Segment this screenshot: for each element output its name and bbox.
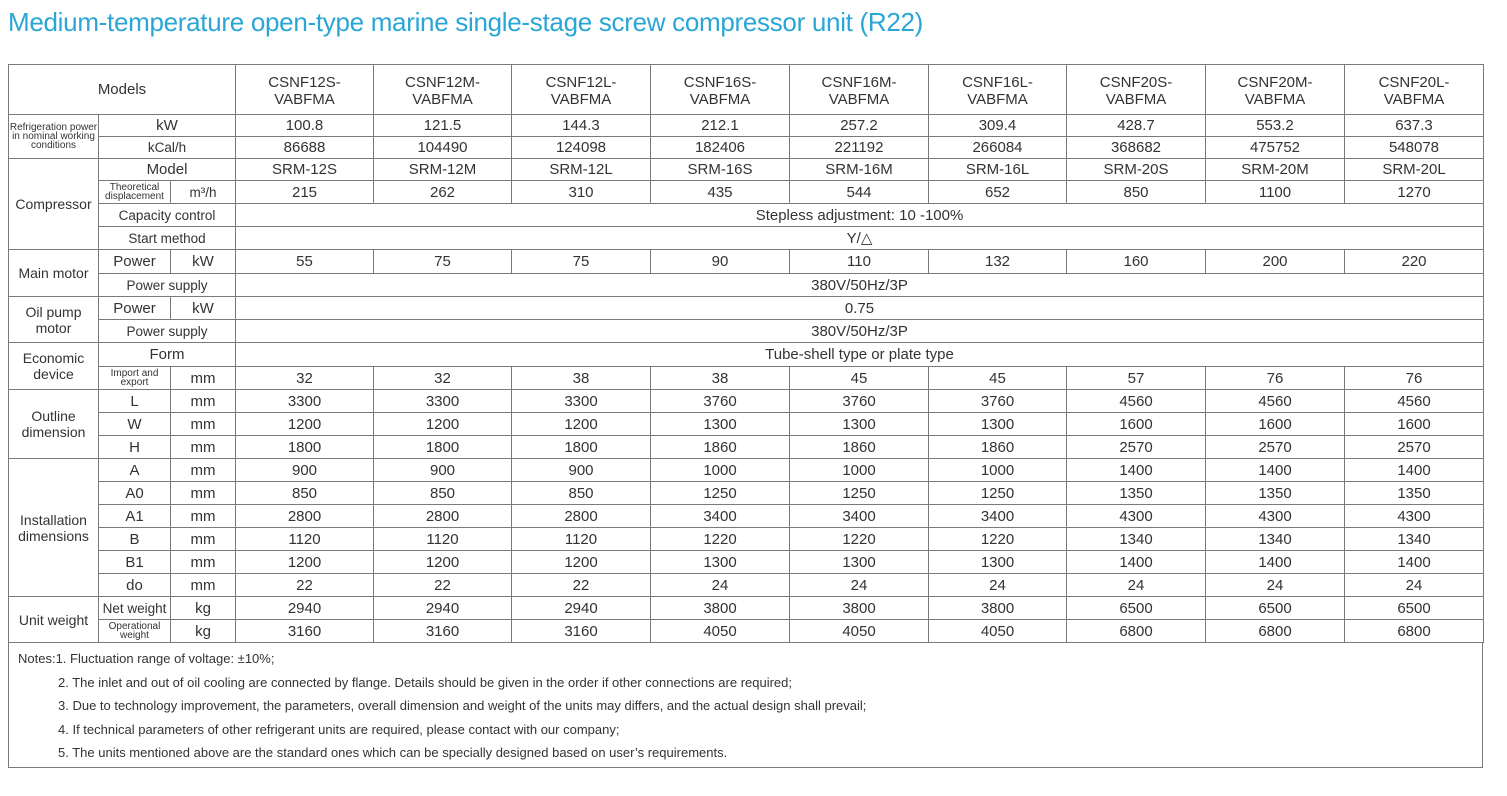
refrigeration-kw-row [9, 115, 1484, 137]
row-label: Power supply [99, 274, 236, 297]
cell: 850 [374, 482, 512, 505]
installation-label: Installation dimensions [9, 459, 99, 597]
row-label: Operational weight [99, 620, 171, 643]
cell: 1300 [651, 551, 790, 574]
cell: 1800 [512, 436, 651, 459]
compressor-label: Compressor [9, 159, 99, 250]
row-label: L [99, 390, 171, 413]
row-label: Capacity control [99, 204, 236, 227]
row-label: Power [99, 297, 171, 320]
cell: 1270 [1345, 181, 1484, 204]
cell: 32 [236, 367, 374, 390]
cell: 1000 [929, 459, 1067, 482]
main-motor-supply-row [9, 274, 1484, 297]
cell: 1100 [1206, 181, 1345, 204]
cell: SRM-16L [929, 159, 1067, 181]
cell: 1000 [790, 459, 929, 482]
spec-table-container [8, 64, 1483, 768]
unit-label: mm [171, 551, 236, 574]
cell: 3800 [651, 597, 790, 620]
cell: 215 [236, 181, 374, 204]
cell: 1350 [1067, 482, 1206, 505]
cell: 4560 [1206, 390, 1345, 413]
cell: 3800 [929, 597, 1067, 620]
cell: 4560 [1067, 390, 1206, 413]
cell: SRM-12M [374, 159, 512, 181]
model-header: CSNF12S- VABFMA [236, 65, 374, 115]
cell: SRM-16S [651, 159, 790, 181]
row-label: A1 [99, 505, 171, 528]
row-label: Theoretical displacement [99, 181, 171, 204]
row-label: do [99, 574, 171, 597]
cell: 76 [1206, 367, 1345, 390]
cell: 2570 [1206, 436, 1345, 459]
row-label: W [99, 413, 171, 436]
cell: 1600 [1345, 413, 1484, 436]
main-motor-power-row [9, 250, 1484, 274]
weight-op-row [9, 620, 1484, 643]
cell: 553.2 [1206, 115, 1345, 137]
cell: 1400 [1067, 551, 1206, 574]
unit-label: mm [171, 459, 236, 482]
cell: 257.2 [790, 115, 929, 137]
cell: 1800 [236, 436, 374, 459]
cell: 2800 [512, 505, 651, 528]
cell: 38 [512, 367, 651, 390]
cell: 182406 [651, 137, 790, 159]
cell: SRM-20L [1345, 159, 1484, 181]
cell: 368682 [1067, 137, 1206, 159]
cell: 4050 [929, 620, 1067, 643]
cell: 24 [1345, 574, 1484, 597]
cell: SRM-12S [236, 159, 374, 181]
row-label: Net weight [99, 597, 171, 620]
cell: 1400 [1345, 551, 1484, 574]
oil-pump-supply-row [9, 320, 1484, 343]
installation-row [9, 482, 1484, 505]
unit-label: mm [171, 482, 236, 505]
cell: 2570 [1345, 436, 1484, 459]
cell: 1200 [512, 413, 651, 436]
cell: 212.1 [651, 115, 790, 137]
model-header: CSNF20M- VABFMA [1206, 65, 1345, 115]
cell: 90 [651, 250, 790, 274]
cell: 900 [512, 459, 651, 482]
cell: 4300 [1067, 505, 1206, 528]
cell: 1340 [1345, 528, 1484, 551]
merged-cell: Tube-shell type or plate type [236, 343, 1484, 367]
unit-label: mm [171, 367, 236, 390]
cell: 6500 [1345, 597, 1484, 620]
cell: 57 [1067, 367, 1206, 390]
cell: 1300 [929, 551, 1067, 574]
cell: 22 [374, 574, 512, 597]
cell: 1400 [1345, 459, 1484, 482]
cell: 3300 [236, 390, 374, 413]
cell: 1300 [790, 551, 929, 574]
cell: 221192 [790, 137, 929, 159]
cell: 475752 [1206, 137, 1345, 159]
installation-row [9, 551, 1484, 574]
cell: 4300 [1206, 505, 1345, 528]
cell: 1400 [1067, 459, 1206, 482]
cell: 1860 [651, 436, 790, 459]
cell: 2800 [236, 505, 374, 528]
note-3: 3. Due to technology improvement, the parameters, overall dimension and weight of the units may differs, and the actual design shall prevail; [58, 698, 867, 713]
cell: 3160 [236, 620, 374, 643]
weight-label: Unit weight [9, 597, 99, 643]
notes-box [8, 643, 1483, 768]
installation-row [9, 528, 1484, 551]
weight-net-row [9, 597, 1484, 620]
cell: SRM-16M [790, 159, 929, 181]
cell: 266084 [929, 137, 1067, 159]
model-header: CSNF20S- VABFMA [1067, 65, 1206, 115]
cell: SRM-12L [512, 159, 651, 181]
cell: 1350 [1206, 482, 1345, 505]
model-header: CSNF12M- VABFMA [374, 65, 512, 115]
cell: 3400 [929, 505, 1067, 528]
cell: 1800 [374, 436, 512, 459]
cell: 262 [374, 181, 512, 204]
cell: 1340 [1067, 528, 1206, 551]
cell: 3800 [790, 597, 929, 620]
header-row [9, 65, 1484, 115]
cell: 3400 [790, 505, 929, 528]
outline-row [9, 413, 1484, 436]
cell: 3760 [929, 390, 1067, 413]
cell: SRM-20S [1067, 159, 1206, 181]
cell: 428.7 [1067, 115, 1206, 137]
outline-row [9, 390, 1484, 413]
cell: 1120 [512, 528, 651, 551]
cell: 86688 [236, 137, 374, 159]
unit-label: m³/h [171, 181, 236, 204]
cell: 1300 [790, 413, 929, 436]
row-label: Form [99, 343, 236, 367]
cell: 24 [1067, 574, 1206, 597]
unit-label: kW [171, 250, 236, 274]
cell: 900 [374, 459, 512, 482]
cell: 75 [512, 250, 651, 274]
row-label: H [99, 436, 171, 459]
unit-label: mm [171, 436, 236, 459]
row-label: A0 [99, 482, 171, 505]
cell: 1200 [236, 551, 374, 574]
cell: 144.3 [512, 115, 651, 137]
cell: 24 [790, 574, 929, 597]
cell: 38 [651, 367, 790, 390]
row-label: B [99, 528, 171, 551]
cell: 6800 [1345, 620, 1484, 643]
outline-label: Outline dimension [9, 390, 99, 459]
cell: 24 [929, 574, 1067, 597]
model-header: CSNF16L- VABFMA [929, 65, 1067, 115]
economic-port-row [9, 367, 1484, 390]
merged-cell: Stepless adjustment: 10 -100% [236, 204, 1484, 227]
installation-row [9, 505, 1484, 528]
refrigeration-label: Refrigeration power in nominal working conditions [9, 115, 99, 159]
model-header: CSNF16S- VABFMA [651, 65, 790, 115]
cell: 2800 [374, 505, 512, 528]
economic-label: Economic device [9, 343, 99, 390]
cell: 121.5 [374, 115, 512, 137]
cell: 1200 [236, 413, 374, 436]
merged-cell: 380V/50Hz/3P [236, 320, 1484, 343]
cell: 900 [236, 459, 374, 482]
cell: 1120 [236, 528, 374, 551]
note-4: 4. If technical parameters of other refrigerant units are required, please contact with our company; [58, 722, 620, 737]
cell: 1600 [1067, 413, 1206, 436]
installation-row [9, 459, 1484, 482]
cell: 4560 [1345, 390, 1484, 413]
cell: SRM-20M [1206, 159, 1345, 181]
cell: 1350 [1345, 482, 1484, 505]
cell: 6800 [1206, 620, 1345, 643]
cell: 1600 [1206, 413, 1345, 436]
row-label: A [99, 459, 171, 482]
cell: 55 [236, 250, 374, 274]
cell: 2940 [236, 597, 374, 620]
unit-label: kW [99, 115, 236, 137]
refrigeration-kcal-row [9, 137, 1484, 159]
cell: 75 [374, 250, 512, 274]
cell: 1400 [1206, 551, 1345, 574]
cell: 1200 [512, 551, 651, 574]
model-header: CSNF20L- VABFMA [1345, 65, 1484, 115]
merged-cell: 380V/50Hz/3P [236, 274, 1484, 297]
unit-label: kg [171, 597, 236, 620]
unit-label: mm [171, 574, 236, 597]
cell: 1340 [1206, 528, 1345, 551]
note-2: 2. The inlet and out of oil cooling are connected by flange. Details should be given in the order if other connections are required; [58, 675, 793, 690]
unit-label: mm [171, 528, 236, 551]
compressor-model-row [9, 159, 1484, 181]
cell: 1250 [790, 482, 929, 505]
cell: 309.4 [929, 115, 1067, 137]
merged-cell: Y/△ [236, 227, 1484, 250]
cell: 3160 [512, 620, 651, 643]
row-label: Model [99, 159, 236, 181]
model-header: CSNF12L- VABFMA [512, 65, 651, 115]
row-label: Power [99, 250, 171, 274]
cell: 3760 [790, 390, 929, 413]
cell: 4050 [790, 620, 929, 643]
unit-label: mm [171, 390, 236, 413]
cell: 76 [1345, 367, 1484, 390]
cell: 3160 [374, 620, 512, 643]
cell: 1220 [929, 528, 1067, 551]
note-1: Notes:1. Fluctuation range of voltage: ±10%; [18, 651, 275, 666]
compressor-capacity-row [9, 204, 1484, 227]
outline-row [9, 436, 1484, 459]
cell: 22 [512, 574, 651, 597]
merged-cell: 0.75 [236, 297, 1484, 320]
note-5: 5. The units mentioned above are the standard ones which can be specially designed based on user’s requirements. [58, 745, 728, 760]
row-label: B1 [99, 551, 171, 574]
cell: 1400 [1206, 459, 1345, 482]
cell: 45 [929, 367, 1067, 390]
unit-label: mm [171, 505, 236, 528]
cell: 1220 [651, 528, 790, 551]
cell: 132 [929, 250, 1067, 274]
cell: 22 [236, 574, 374, 597]
cell: 544 [790, 181, 929, 204]
cell: 6500 [1206, 597, 1345, 620]
cell: 100.8 [236, 115, 374, 137]
oil-pump-power-row [9, 297, 1484, 320]
unit-label: kW [171, 297, 236, 320]
unit-label: kg [171, 620, 236, 643]
models-label: Models [9, 65, 236, 115]
cell: 637.3 [1345, 115, 1484, 137]
cell: 6500 [1067, 597, 1206, 620]
page-title: Medium-temperature open-type marine single-stage screw compressor unit (R22) [8, 7, 924, 37]
cell: 200 [1206, 250, 1345, 274]
cell: 3760 [651, 390, 790, 413]
cell: 3300 [374, 390, 512, 413]
cell: 850 [1067, 181, 1206, 204]
cell: 45 [790, 367, 929, 390]
cell: 2570 [1067, 436, 1206, 459]
unit-label: mm [171, 413, 236, 436]
cell: 850 [236, 482, 374, 505]
cell: 24 [651, 574, 790, 597]
cell: 4050 [651, 620, 790, 643]
compressor-displacement-row [9, 181, 1484, 204]
cell: 310 [512, 181, 651, 204]
spec-table [8, 64, 1484, 643]
cell: 2940 [512, 597, 651, 620]
economic-form-row [9, 343, 1484, 367]
cell: 104490 [374, 137, 512, 159]
cell: 220 [1345, 250, 1484, 274]
oil-pump-label: Oil pump motor [9, 297, 99, 343]
cell: 1120 [374, 528, 512, 551]
row-label: Start method [99, 227, 236, 250]
cell: 110 [790, 250, 929, 274]
cell: 4300 [1345, 505, 1484, 528]
cell: 3400 [651, 505, 790, 528]
cell: 1860 [790, 436, 929, 459]
main-motor-label: Main motor [9, 250, 99, 297]
cell: 1300 [651, 413, 790, 436]
cell: 1300 [929, 413, 1067, 436]
cell: 1250 [651, 482, 790, 505]
cell: 24 [1206, 574, 1345, 597]
cell: 32 [374, 367, 512, 390]
row-label: Import and export [99, 367, 171, 390]
cell: 850 [512, 482, 651, 505]
cell: 1250 [929, 482, 1067, 505]
unit-label: kCal/h [99, 137, 236, 159]
compressor-start-row [9, 227, 1484, 250]
row-label: Power supply [99, 320, 236, 343]
cell: 2940 [374, 597, 512, 620]
model-header: CSNF16M- VABFMA [790, 65, 929, 115]
cell: 3300 [512, 390, 651, 413]
installation-row [9, 574, 1484, 597]
cell: 435 [651, 181, 790, 204]
cell: 124098 [512, 137, 651, 159]
cell: 652 [929, 181, 1067, 204]
cell: 1220 [790, 528, 929, 551]
cell: 1860 [929, 436, 1067, 459]
cell: 6800 [1067, 620, 1206, 643]
cell: 1200 [374, 413, 512, 436]
cell: 548078 [1345, 137, 1484, 159]
cell: 160 [1067, 250, 1206, 274]
cell: 1000 [651, 459, 790, 482]
cell: 1200 [374, 551, 512, 574]
